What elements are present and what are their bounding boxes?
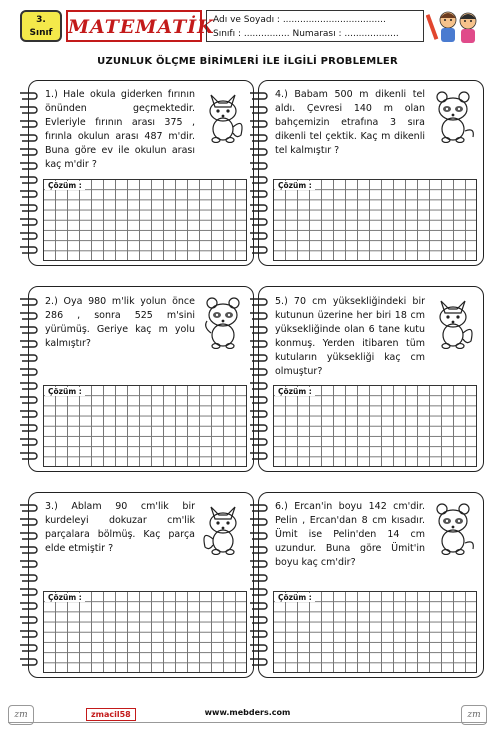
question-card xyxy=(28,286,254,472)
question-card xyxy=(258,80,484,266)
worksheet-title: UZUNLUK ÖLÇME BİRİMLERİ İLE İLGİLİ PROBLEMLER xyxy=(97,56,398,67)
solution-label: Çözüm : xyxy=(45,593,85,602)
website-link[interactable]: www.mebders.com xyxy=(204,708,291,717)
spiral-binding xyxy=(18,87,38,259)
worksheet-code: zmacil58 xyxy=(86,708,136,721)
solution-grid[interactable] xyxy=(273,385,477,467)
footer-divider xyxy=(8,722,487,723)
raccoon-cartoon-icon xyxy=(429,87,477,143)
question-text: 3.) Ablam 90 cm'lik bir kurdeleyi dokuzar cm'lik parçalara bölmüş. Kaç parça elde etmiştir ? xyxy=(45,501,195,554)
grade-badge xyxy=(20,10,62,42)
zm-logo-icon: zm xyxy=(8,705,34,725)
solution-grid[interactable] xyxy=(43,385,247,467)
student-info-box xyxy=(206,10,424,42)
spiral-binding xyxy=(248,499,268,671)
question-text: 1.) Hale okula giderken fırının önünden geçmektedir. Evleriyle fırının arası 375 , fırınla okulun arası 487 m'dir. Buna göre ev ile okulun arası kaç m'dir ? xyxy=(45,89,195,170)
fox-cartoon-icon xyxy=(199,499,247,555)
fox-cartoon-icon xyxy=(429,293,477,349)
number-field: Numarası : ................... xyxy=(292,29,399,39)
spiral-binding xyxy=(18,499,38,671)
solution-grid[interactable] xyxy=(43,591,247,673)
question-text: 2.) Oya 980 m'lik yolun önce 286 , sonra 525 m'sini yürümüş. Geriye kaç m yolu kalmıştır? xyxy=(45,296,195,349)
raccoon-cartoon-icon xyxy=(199,293,247,349)
raccoon-cartoon-icon xyxy=(429,499,477,555)
subject-title-box xyxy=(66,10,215,42)
solution-grid[interactable] xyxy=(273,591,477,673)
spiral-binding xyxy=(248,293,268,465)
subject-title: MATEMATİK xyxy=(68,16,215,38)
fox-cartoon-icon xyxy=(199,87,247,143)
solution-grid[interactable] xyxy=(43,179,247,261)
zm-logo-icon: zm xyxy=(461,705,487,725)
solution-label: Çözüm : xyxy=(275,387,315,396)
solution-label: Çözüm : xyxy=(275,181,315,190)
solution-grid[interactable] xyxy=(273,179,477,261)
solution-label: Çözüm : xyxy=(275,593,315,602)
class-number-row xyxy=(213,27,417,41)
solution-label: Çözüm : xyxy=(45,387,85,396)
question-card xyxy=(28,80,254,266)
question-card xyxy=(258,492,484,678)
question-text: 4.) Babam 500 m dikenli tel aldı. Çevresi 140 m olan bahçemizin etrafına 3 sıra dikenli tel çektik. Kaç m dikenli tel kalmıştır ? xyxy=(275,89,425,156)
spiral-binding xyxy=(248,87,268,259)
question-text: 5.) 70 cm yüksekliğindeki bir kutunun üzerine her biri 18 cm yüksekliğinde olan 6 tane kutu konmuş. Yerden itibaren tüm kutuların yüksekliği kaç cm olmuştur? xyxy=(275,296,425,377)
question-card xyxy=(258,286,484,472)
class-field: Sınıfı : ................ xyxy=(213,29,290,39)
question-card xyxy=(28,492,254,678)
spiral-binding xyxy=(18,293,38,465)
grade-number: 3. xyxy=(36,15,46,25)
solution-label: Çözüm : xyxy=(45,181,85,190)
kids-illustration xyxy=(426,8,484,46)
name-field: Adı ve Soyadı : .................................... xyxy=(213,15,386,25)
question-text: 6.) Ercan'in boyu 142 cm'dir. Pelin , Ercan'dan 8 cm kısadır. Ümit ise Pelin'den 14 cm uzundur. Buna göre Ümit'in boyu kaç cm'dir? xyxy=(275,501,425,568)
grade-label: Sınıf xyxy=(29,28,53,38)
